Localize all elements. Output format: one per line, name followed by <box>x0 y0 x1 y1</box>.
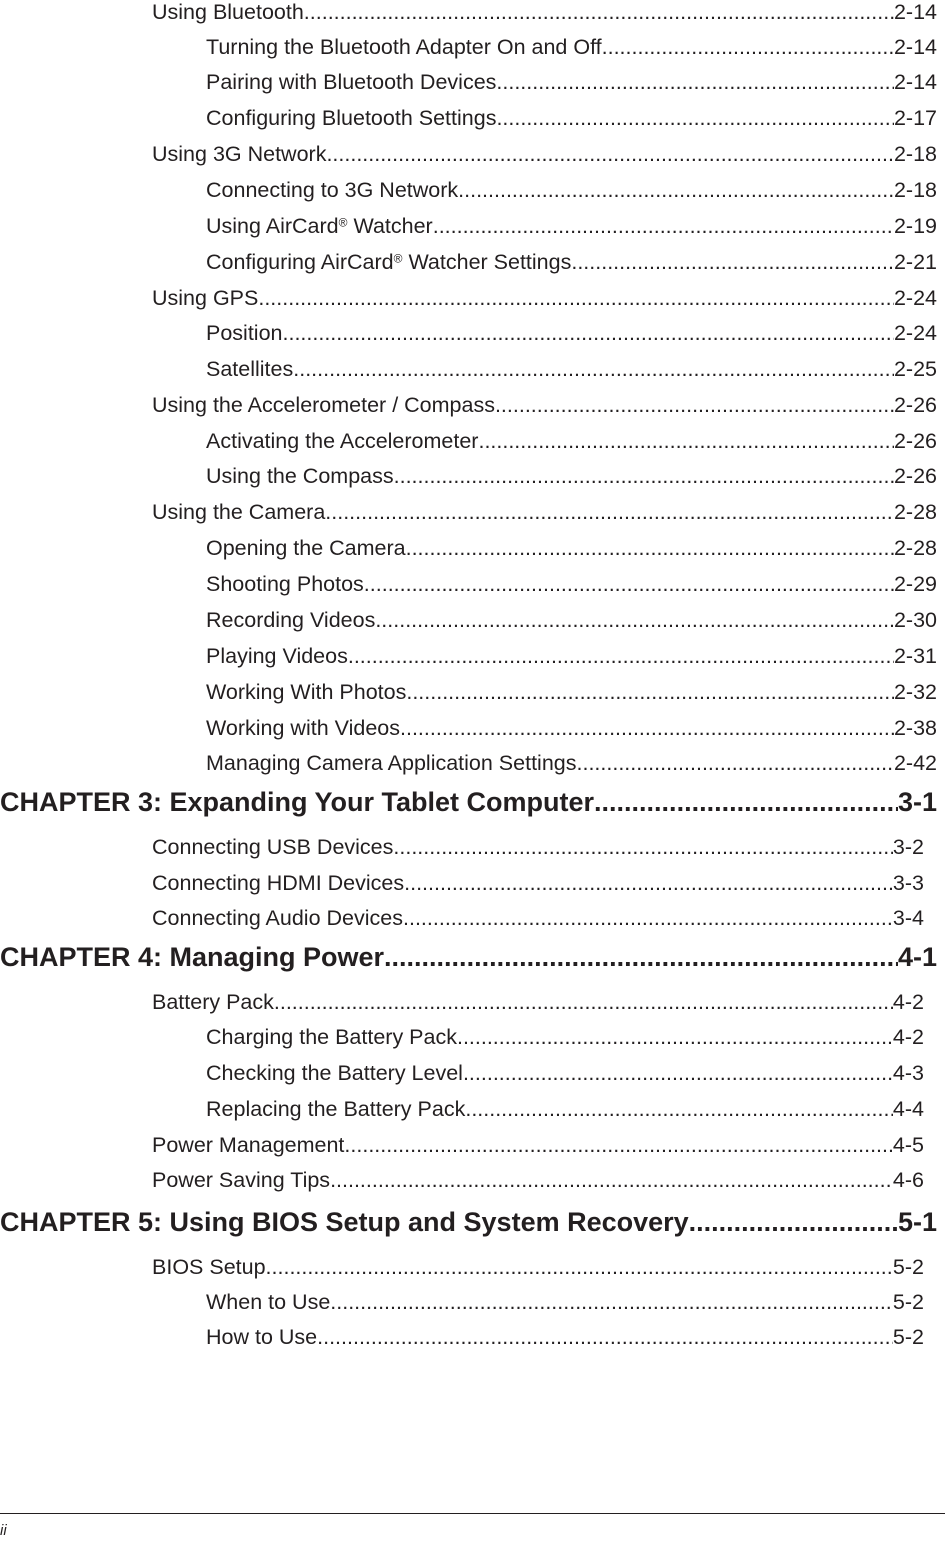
toc-entry-title <box>206 680 406 705</box>
dot-leader <box>293 357 894 382</box>
dot-leader <box>283 321 894 346</box>
toc-title-text: Battery Pack <box>152 990 274 1014</box>
toc-entry-title <box>206 608 375 633</box>
registered-mark: ® <box>393 251 403 266</box>
dot-leader <box>375 608 894 633</box>
toc-title-text: Satellites <box>206 357 294 381</box>
toc-title-text: Position <box>206 321 283 345</box>
dot-leader <box>403 906 893 931</box>
toc-title-text: Charging the Battery Pack <box>206 1025 457 1049</box>
toc-title-text: Activating the Accelerometer <box>206 429 479 453</box>
toc-subsection-entry[interactable] <box>206 464 937 489</box>
toc-page-number: 2-29 <box>893 572 937 596</box>
toc-page-number: 2-31 <box>893 644 937 668</box>
toc-entry-title <box>152 871 404 896</box>
toc-page-number: 2-18 <box>893 178 937 202</box>
toc-title-text: Opening the Camera <box>206 536 406 560</box>
toc-entry-title <box>152 1168 330 1193</box>
toc-page-number: 4-1 <box>897 942 937 972</box>
toc-section-entry[interactable] <box>152 142 937 167</box>
toc-subsection-entry[interactable] <box>206 572 937 597</box>
toc-title-text: CHAPTER 5: Using BIOS Setup and System Recovery <box>0 1207 689 1237</box>
toc-entry-title <box>0 1207 689 1238</box>
dot-leader <box>258 286 894 311</box>
toc-subsection-entry[interactable] <box>206 1325 924 1350</box>
toc-section-entry[interactable] <box>152 906 924 931</box>
dot-leader <box>330 1290 893 1315</box>
toc-entry-title <box>152 0 304 25</box>
toc-page-number: 2-30 <box>893 608 937 632</box>
dot-leader <box>400 716 894 741</box>
toc-entry-title <box>152 835 393 860</box>
dot-leader <box>348 644 894 669</box>
toc-title-text: CHAPTER 3: Expanding Your Tablet Computer <box>0 787 595 817</box>
toc-subsection-entry[interactable] <box>206 1061 924 1086</box>
dot-leader <box>495 393 894 418</box>
toc-page-number: 2-18 <box>893 142 937 166</box>
dot-leader <box>458 178 894 203</box>
toc-chapter-entry[interactable] <box>0 942 937 973</box>
toc-title-text-suffix: Watcher Settings <box>402 250 572 274</box>
toc-subsection-entry[interactable] <box>206 644 937 669</box>
dot-leader <box>406 536 894 561</box>
toc-entry-title <box>152 500 325 525</box>
toc-subsection-entry[interactable] <box>206 680 937 705</box>
toc-subsection-entry[interactable] <box>206 429 937 454</box>
dot-leader <box>317 1325 893 1350</box>
toc-title-text: How to Use <box>206 1325 318 1349</box>
toc-section-entry[interactable] <box>152 1255 924 1280</box>
toc-entry-title <box>152 990 274 1015</box>
toc-entry-title <box>152 1133 344 1158</box>
toc-chapter-entry[interactable] <box>0 787 937 818</box>
dot-leader <box>325 500 894 525</box>
toc-title-text: Power Saving Tips <box>152 1168 331 1192</box>
toc-entry-title <box>206 1097 465 1122</box>
toc-title-text: Using Bluetooth <box>152 0 304 24</box>
dot-leader <box>577 751 894 776</box>
toc-page-number: 4-6 <box>892 1168 924 1192</box>
toc-title-text: Using GPS <box>152 286 259 310</box>
toc-entry-title <box>206 716 400 741</box>
toc-page-number: 5-2 <box>892 1325 924 1349</box>
toc-page-number: 2-24 <box>893 321 937 345</box>
toc-title-text: Configuring AirCard <box>206 250 394 274</box>
dot-leader <box>433 214 894 239</box>
toc-page-number: 4-2 <box>892 990 924 1014</box>
toc-entry-title <box>206 321 283 346</box>
toc-entry-title <box>206 1025 457 1050</box>
dot-leader <box>266 1255 893 1280</box>
dot-leader <box>330 1168 893 1193</box>
toc-entry-title <box>206 429 478 454</box>
toc-title-text: Using the Compass <box>206 464 394 488</box>
toc-page-number: 2-14 <box>893 70 937 94</box>
toc-title-text: Connecting HDMI Devices <box>152 871 405 895</box>
toc-title-text: Using AirCard <box>206 214 339 238</box>
toc-title-text: BIOS Setup <box>152 1255 266 1279</box>
toc-subsection-entry[interactable] <box>206 1025 924 1050</box>
toc-page-number: 2-26 <box>893 464 937 488</box>
toc-entry-title <box>0 942 384 973</box>
toc-subsection-entry[interactable] <box>206 357 937 382</box>
dot-leader <box>384 942 898 973</box>
toc-entry-title <box>206 1325 317 1350</box>
toc-entry-title <box>152 393 495 418</box>
toc-chapter-entry[interactable] <box>0 1207 937 1238</box>
toc-title-text: CHAPTER 4: Managing Power <box>0 942 385 972</box>
toc-entry-title <box>206 464 394 489</box>
toc-title-text: Working With Photos <box>206 680 407 704</box>
dot-leader <box>404 871 893 896</box>
dot-leader <box>496 106 894 131</box>
dot-leader <box>344 1133 893 1158</box>
registered-mark: ® <box>338 215 348 230</box>
toc-entry-title <box>206 214 433 239</box>
toc-title-text: Connecting Audio Devices <box>152 906 403 930</box>
toc-title-text: Connecting to 3G Network <box>206 178 459 202</box>
toc-page-number: 4-2 <box>892 1025 924 1049</box>
dot-leader <box>465 1097 893 1122</box>
toc-entry-title <box>206 357 293 382</box>
toc-title-text: Configuring Bluetooth Settings <box>206 106 497 130</box>
toc-section-entry[interactable] <box>152 835 924 860</box>
toc-title-text: Using the Accelerometer / Compass <box>152 393 495 417</box>
toc-entry-title <box>206 106 496 131</box>
toc-title-text: Power Management <box>152 1133 345 1157</box>
toc-page-number: 4-5 <box>892 1133 924 1157</box>
dot-leader <box>406 680 894 705</box>
toc-title-text: Connecting USB Devices <box>152 835 394 859</box>
toc-title-text: Replacing the Battery Pack <box>206 1097 466 1121</box>
dot-leader <box>304 0 894 25</box>
dot-leader <box>326 142 894 167</box>
toc-entry-title <box>152 286 258 311</box>
toc-section-entry[interactable] <box>152 1133 924 1158</box>
toc-page-number: 4-4 <box>892 1097 924 1121</box>
toc-entry-title <box>206 250 571 275</box>
toc-entry-title <box>152 906 403 931</box>
toc-page-number: 2-28 <box>893 500 937 524</box>
dot-leader <box>496 70 894 95</box>
toc-entry-title <box>0 787 594 818</box>
toc-title-text: Checking the Battery Level <box>206 1061 463 1085</box>
toc-page-number: 3-1 <box>897 787 937 817</box>
dot-leader <box>602 35 894 60</box>
toc-section-entry[interactable] <box>152 286 937 311</box>
toc-title-text: Recording Videos <box>206 608 376 632</box>
toc-subsection-entry[interactable] <box>206 716 937 741</box>
toc-subsection-entry[interactable] <box>206 178 937 203</box>
toc-page-number: 3-4 <box>892 906 924 930</box>
toc-subsection-entry[interactable] <box>206 250 937 275</box>
toc-page-number: 2-38 <box>893 716 937 740</box>
toc-entry-title <box>206 751 577 776</box>
toc-subsection-entry[interactable] <box>206 214 937 239</box>
toc-title-text: When to Use <box>206 1290 331 1314</box>
toc-section-entry[interactable] <box>152 990 924 1015</box>
toc-subsection-entry[interactable] <box>206 106 937 131</box>
toc-section-entry[interactable] <box>152 393 937 418</box>
toc-page-number: 5-1 <box>897 1207 937 1237</box>
dot-leader <box>463 1061 893 1086</box>
toc-subsection-entry[interactable] <box>206 35 937 60</box>
toc-page-number: 3-3 <box>892 871 924 895</box>
toc-subsection-entry[interactable] <box>206 608 937 633</box>
toc-title-text: Using the Camera <box>152 500 326 524</box>
toc-entry-title <box>206 70 496 95</box>
toc-entry-title <box>206 35 602 60</box>
dot-leader <box>689 1207 898 1238</box>
toc-title-text: Using 3G Network <box>152 142 327 166</box>
toc-page-number: 2-26 <box>893 393 937 417</box>
toc-entry-title <box>206 644 348 669</box>
toc-subsection-entry[interactable] <box>206 1097 924 1122</box>
toc-title-text: Turning the Bluetooth Adapter On and Off <box>206 35 602 59</box>
dot-leader <box>478 429 893 454</box>
dot-leader <box>594 787 898 818</box>
toc-section-entry[interactable] <box>152 1168 924 1193</box>
toc-page-number: 2-32 <box>893 680 937 704</box>
toc-entry-title <box>206 1290 330 1315</box>
toc-subsection-entry[interactable] <box>206 751 937 776</box>
toc-subsection-entry[interactable] <box>206 321 937 346</box>
dot-leader <box>394 464 894 489</box>
toc-page-number: 2-19 <box>893 214 937 238</box>
toc-page-number: 2-24 <box>893 286 937 310</box>
toc-title-text: Pairing with Bluetooth Devices <box>206 70 497 94</box>
toc-page-number: 2-17 <box>893 106 937 130</box>
toc-section-entry[interactable] <box>152 0 937 25</box>
toc-title-text: Working with Videos <box>206 716 400 740</box>
toc-entry-title <box>152 142 326 167</box>
toc-subsection-entry[interactable] <box>206 1290 924 1315</box>
toc-page-number: 2-26 <box>893 429 937 453</box>
toc-page-number: 2-42 <box>893 751 937 775</box>
toc-subsection-entry[interactable] <box>206 536 937 561</box>
dot-leader <box>274 990 893 1015</box>
dot-leader <box>393 835 893 860</box>
toc-page-number: 4-3 <box>892 1061 924 1085</box>
toc-title-text: Managing Camera Application Settings <box>206 751 577 775</box>
footer-divider <box>0 1513 945 1514</box>
toc-section-entry[interactable] <box>152 500 937 525</box>
toc-title-text-suffix: Watcher <box>347 214 433 238</box>
toc-title-text: Shooting Photos <box>206 572 364 596</box>
toc-subsection-entry[interactable] <box>206 70 937 95</box>
dot-leader <box>457 1025 893 1050</box>
toc-entry-title <box>206 1061 463 1086</box>
toc-page-number: 5-2 <box>892 1290 924 1314</box>
toc-page-number: 5-2 <box>892 1255 924 1279</box>
toc-page-number: 2-25 <box>893 357 937 381</box>
toc-page-number: 2-28 <box>893 536 937 560</box>
dot-leader <box>364 572 894 597</box>
toc-section-entry[interactable] <box>152 871 924 896</box>
dot-leader <box>571 250 894 275</box>
toc-page-number: 3-2 <box>892 835 924 859</box>
toc-entry-title <box>206 536 406 561</box>
toc-page-number: 2-14 <box>893 0 937 24</box>
toc-page-number: 2-21 <box>893 250 937 274</box>
toc-page-number: 2-14 <box>893 35 937 59</box>
toc-entry-title <box>152 1255 266 1280</box>
toc-entry-title <box>206 178 458 203</box>
toc-entry-title <box>206 572 364 597</box>
toc-title-text: Playing Videos <box>206 644 348 668</box>
page-number: ii <box>0 1522 7 1539</box>
